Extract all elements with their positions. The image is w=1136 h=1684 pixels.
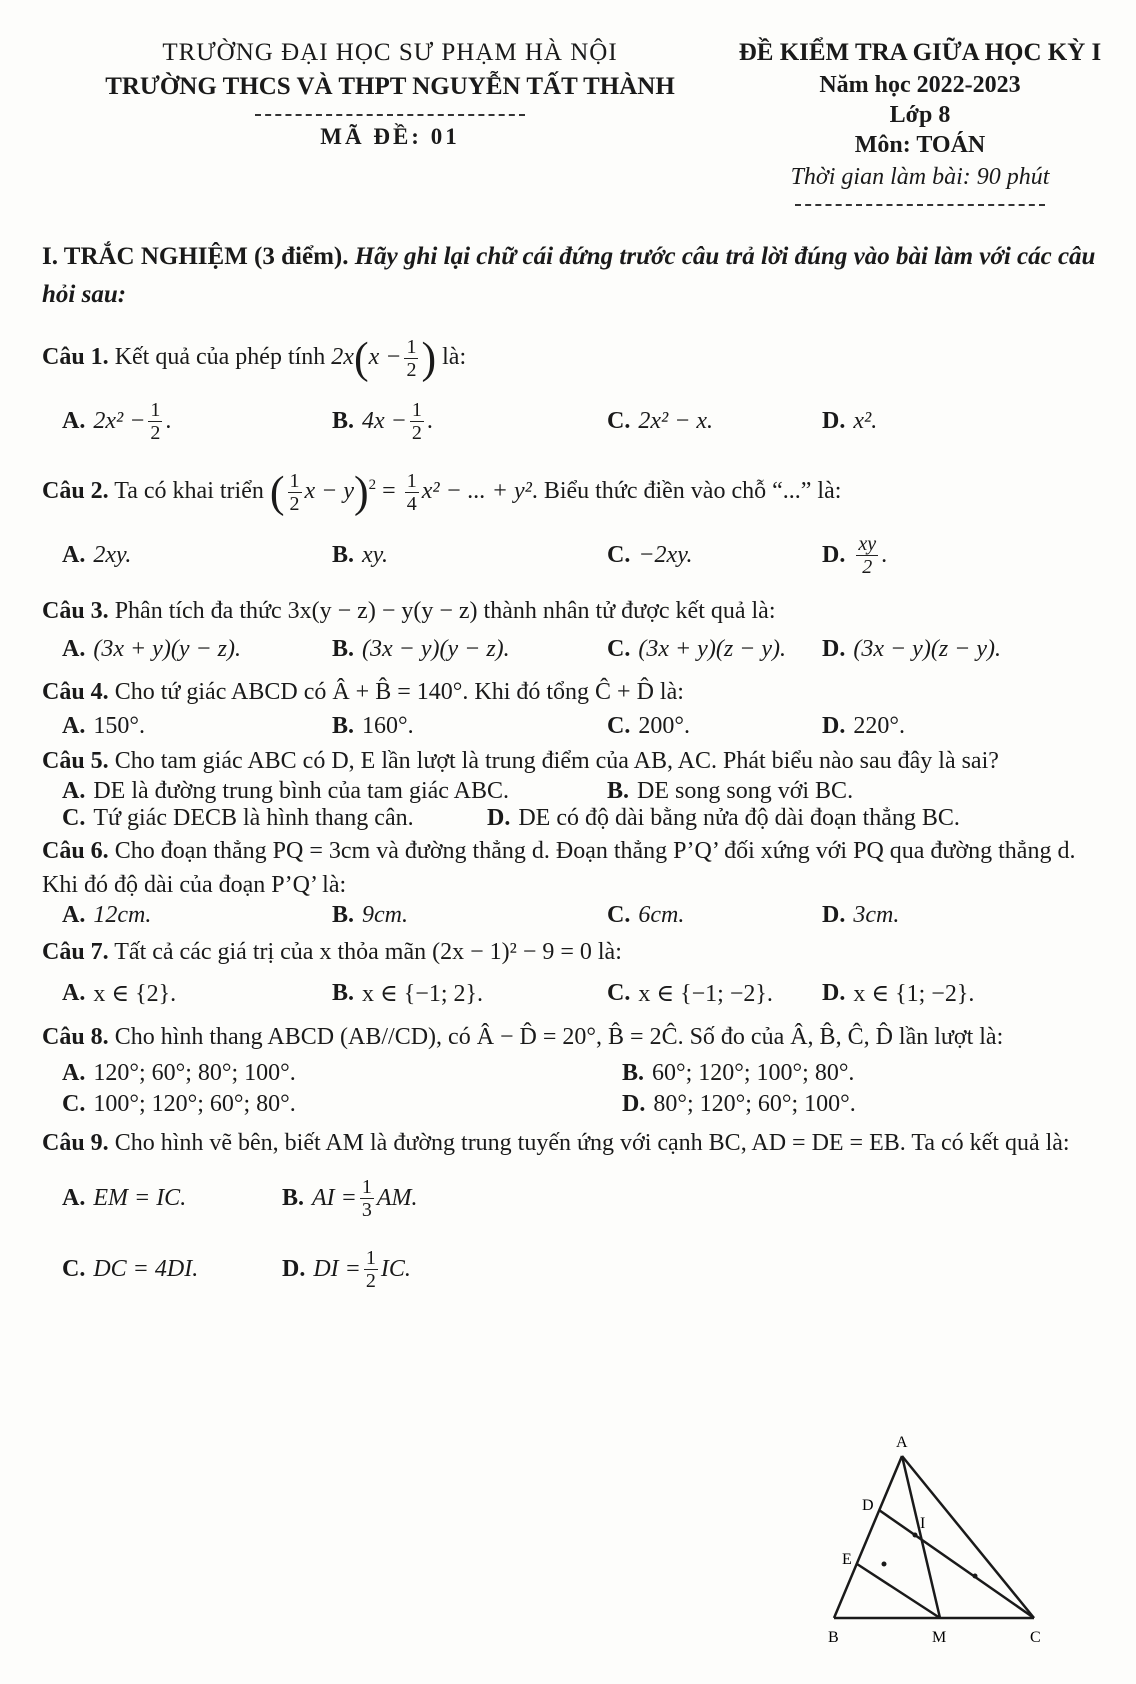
option-letter: D. [822, 635, 846, 662]
paren-open: ( [353, 333, 369, 383]
option-text: EM = IC. [93, 1184, 187, 1211]
numerator: 1 [361, 1175, 372, 1198]
denominator: 2 [406, 359, 417, 381]
option-letter: A. [62, 1184, 86, 1211]
question-7 [42, 935, 1102, 969]
option-letter: B. [332, 712, 355, 739]
option-letter: C. [607, 712, 631, 739]
option-a[interactable] [62, 1185, 282, 1212]
options-q9-row1 [62, 1176, 1102, 1221]
label-b: B [828, 1629, 839, 1646]
header-right [720, 36, 1120, 214]
tick-mark [913, 1533, 918, 1538]
section-title: I. TRẮC NGHIỆM (3 điểm). [42, 243, 349, 270]
option-d[interactable] [822, 408, 877, 435]
options-q4 [62, 713, 1102, 740]
option-letter: A. [62, 635, 86, 662]
fraction [856, 533, 878, 578]
side-ab [834, 1456, 902, 1618]
question-2 [42, 468, 1102, 515]
question-text: Cho tứ giác ABCD có Â + B̂ = 140°. Khi đó tổng Ĉ + D̂ là: [114, 678, 684, 705]
option-d[interactable] [822, 636, 1001, 663]
exponent: 2 [368, 477, 377, 493]
question-label: Câu 7. [42, 938, 109, 965]
denominator: 2 [150, 422, 161, 444]
option-a[interactable] [62, 713, 332, 740]
question-text: Kết quả của phép tính [114, 344, 326, 371]
option-letter: A. [62, 777, 86, 804]
option-text: 4x − [362, 408, 407, 434]
option-letter: A. [62, 979, 86, 1006]
options-q6 [62, 902, 1102, 929]
option-a[interactable]: A. 2x² − $\frac{1}{2}$ . [62, 399, 172, 444]
option-text: 150°. [93, 712, 145, 739]
fraction [405, 470, 419, 515]
option-text: DE là đường trung bình của tam giác ABC. [93, 777, 509, 804]
option-letter: B. [332, 635, 355, 662]
triangle-figure [820, 1434, 1080, 1658]
option-text: x ∈ {1; −2}. [853, 980, 975, 1007]
option-c[interactable] [607, 713, 822, 740]
option-b[interactable] [332, 902, 607, 929]
option-letter: B. [332, 408, 355, 434]
option-text: 2x² − x. [638, 408, 714, 434]
option-text: 12cm. [93, 901, 152, 928]
option-text: DI = [313, 1255, 361, 1282]
option-text: 200°. [638, 712, 690, 739]
denominator: 2 [289, 492, 300, 515]
option-d[interactable] [622, 1091, 856, 1118]
option-b[interactable] [332, 979, 607, 1008]
header-divider [255, 114, 525, 116]
option-letter: A. [62, 408, 86, 434]
fraction [364, 1247, 378, 1292]
university-name: TRƯỜNG ĐẠI HỌC SƯ PHẠM HÀ NỘI [162, 39, 618, 66]
option-letter: C. [62, 804, 86, 831]
option-c[interactable] [607, 542, 822, 569]
option-c[interactable] [62, 1256, 282, 1283]
option-text: AI = [312, 1184, 357, 1211]
option-d[interactable]: D. $\frac{xy}{2}$ . [822, 532, 888, 578]
question-label: Câu 1. [42, 344, 109, 371]
option-c[interactable] [607, 636, 822, 663]
segment-em [857, 1564, 940, 1618]
option-c[interactable] [607, 902, 822, 929]
option-d[interactable] [822, 713, 905, 740]
label-d: D [862, 1497, 874, 1514]
option-text: 160°. [362, 712, 414, 739]
option-b[interactable] [332, 542, 607, 569]
school-year: Năm học 2022-2023 [819, 72, 1021, 98]
option-text: 2xy. [93, 541, 132, 568]
denominator: 4 [406, 492, 417, 515]
option-b[interactable] [282, 1176, 418, 1221]
math-expr: x² − ... + y² [421, 478, 532, 504]
option-a[interactable] [62, 542, 332, 569]
math-expr: 2x [331, 344, 354, 371]
question-8 [42, 1020, 1102, 1054]
fraction [360, 1176, 374, 1221]
option-text: 6cm. [638, 901, 685, 928]
denominator: 2 [411, 422, 422, 444]
option-letter: C. [607, 541, 631, 568]
option-letter: B. [332, 979, 355, 1006]
option-text: DE có độ dài bằng nửa độ dài đoạn thẳng BC. [518, 804, 960, 831]
option-text: 220°. [853, 712, 905, 739]
option-letter: B. [282, 1184, 305, 1211]
question-text: Cho hình vẽ bên, biết AM là đường trung tuyến ứng với cạnh BC, AD = DE = EB. Ta có kết quả là: [114, 1129, 1070, 1156]
option-letter: C. [607, 635, 631, 662]
math-expr: = [382, 478, 402, 504]
numerator: 1 [411, 399, 422, 421]
label-i: I [920, 1515, 926, 1532]
option-text: 3cm. [853, 901, 900, 928]
option-letter: D. [822, 979, 846, 1006]
option-a[interactable] [62, 778, 607, 805]
paren-open: ( [269, 467, 285, 517]
option-letter: D. [487, 804, 511, 831]
option-b[interactable] [332, 636, 607, 663]
question-4 [42, 675, 1102, 709]
option-b[interactable]: B. 4x − $\frac{1}{2}$ . [332, 399, 433, 444]
question-5 [42, 744, 1102, 778]
paren-close: ) [354, 467, 369, 517]
fraction [148, 399, 162, 444]
denominator: 3 [361, 1198, 372, 1221]
label-c: C [1030, 1629, 1041, 1646]
option-letter: B. [622, 1059, 645, 1086]
option-letter: C. [607, 979, 631, 1006]
question-tail: là: [442, 344, 467, 371]
option-letter: D. [822, 541, 846, 568]
tick-mark [882, 1562, 887, 1567]
option-text: x². [853, 408, 878, 434]
question-label: Câu 6. [42, 837, 109, 864]
options-q9-row2 [62, 1247, 1102, 1292]
option-text: 2x² − [93, 408, 146, 434]
math-expr: IC. [380, 1255, 411, 1282]
question-3 [42, 594, 1102, 628]
option-letter: D. [822, 901, 846, 928]
option-letter: B. [332, 541, 355, 568]
option-text: 120°; 60°; 80°; 100°. [93, 1059, 296, 1086]
option-letter: B. [607, 777, 630, 804]
options-q1 [62, 399, 1102, 444]
option-letter: D. [822, 408, 846, 434]
question-9 [42, 1126, 1102, 1160]
option-a[interactable] [62, 902, 332, 929]
segment-dc [879, 1510, 1034, 1618]
paren-close: ) [421, 333, 437, 383]
option-letter: A. [62, 541, 86, 568]
option-text: 9cm. [362, 901, 408, 928]
label-m: M [932, 1629, 947, 1646]
question-text: Ta có khai triển [114, 478, 264, 504]
option-text: x ∈ {2}. [93, 980, 177, 1007]
option-b[interactable] [332, 713, 607, 740]
option-text: DE song song với BC. [637, 777, 854, 804]
math-expr: x − y [304, 478, 355, 504]
option-text: 80°; 120°; 60°; 100°. [653, 1090, 856, 1117]
option-d[interactable] [822, 979, 974, 1008]
option-b[interactable] [607, 778, 853, 805]
option-b[interactable] [622, 1060, 854, 1087]
options-q5-row1 [62, 778, 1102, 805]
exam-content [42, 238, 1102, 1298]
question-label: Câu 9. [42, 1129, 109, 1156]
option-c[interactable] [62, 1091, 622, 1118]
option-text: DC = 4DI. [93, 1255, 199, 1282]
option-a[interactable] [62, 636, 332, 663]
option-text: Tứ giác DECB là hình thang cân. [93, 804, 414, 831]
math-expr: AM. [376, 1184, 418, 1211]
fraction [404, 336, 418, 381]
option-letter: D. [282, 1255, 306, 1282]
option-text: 60°; 120°; 100°; 80°. [652, 1059, 855, 1086]
numerator: 1 [365, 1246, 376, 1269]
option-letter: C. [607, 901, 631, 928]
numerator: 1 [150, 399, 161, 421]
question-text: Phân tích đa thức 3x(y − z) − y(y − z) thành nhân tử được kết quả là: [114, 597, 776, 624]
question-label: Câu 8. [42, 1023, 109, 1050]
option-a[interactable] [62, 1060, 622, 1087]
option-a[interactable] [62, 979, 332, 1008]
option-text: (3x − y)(z − y). [853, 635, 1001, 662]
options-q8-row1 [62, 1060, 1102, 1087]
option-letter: B. [332, 901, 355, 928]
label-e: E [842, 1551, 852, 1568]
tick-mark [973, 1574, 978, 1579]
option-letter: D. [822, 712, 846, 739]
numerator: xy [858, 532, 877, 555]
section-instruction: Hãy ghi lại chữ cái đứng trước câu trả lời đúng vào bài làm với các câu hỏi sau: [42, 243, 1096, 308]
section-heading [42, 238, 1102, 314]
option-letter: A. [62, 1059, 86, 1086]
option-letter: A. [62, 712, 86, 739]
option-text: (3x + y)(z − y). [638, 635, 786, 662]
option-c[interactable] [607, 979, 822, 1008]
school-name: TRƯỜNG THCS VÀ THPT NGUYỄN TẤT THÀNH [105, 73, 675, 100]
option-c[interactable] [607, 408, 822, 435]
question-tail: . Biểu thức điền vào chỗ “...” là: [531, 478, 842, 504]
numerator: 1 [406, 336, 417, 358]
label-a: A [896, 1434, 908, 1451]
options-q8-row2 [62, 1091, 1102, 1118]
duration: Thời gian làm bài: 90 phút [790, 164, 1050, 190]
option-d[interactable] [487, 805, 960, 832]
question-text: Cho tam giác ABC có D, E lần lượt là trung điểm của AB, AC. Phát biểu nào sau đây là sai? [114, 747, 999, 774]
question-label: Câu 2. [42, 478, 109, 504]
question-label: Câu 5. [42, 747, 109, 774]
denominator: 2 [862, 555, 873, 578]
header-left [60, 36, 720, 150]
options-q5-row2 [62, 805, 1102, 832]
option-text: (3x + y)(y − z). [93, 635, 241, 662]
numerator: 1 [406, 469, 417, 492]
option-text: −2xy. [638, 541, 693, 568]
option-letter: C. [62, 1090, 86, 1117]
denominator: 2 [365, 1269, 376, 1292]
option-d[interactable] [282, 1247, 411, 1292]
option-text: xy. [362, 541, 388, 568]
question-text: Cho đoạn thẳng PQ = 3cm và đường thẳng d. Đoạn thẳng P’Q’ đối xứng với PQ qua đường thẳng d. Khi đó độ dài của đoạn P’Q’ là: [42, 837, 1076, 898]
question-text: Cho hình thang ABCD (AB//CD), có Â − D̂ = 20°, B̂ = 2Ĉ. Số đo của Â, B̂, Ĉ, D̂ lần lượt là: [114, 1023, 1004, 1050]
numerator: 1 [289, 469, 300, 492]
question-1 [42, 333, 1102, 383]
subject: Môn: TOÁN [854, 132, 986, 158]
option-text: (3x − y)(y − z). [362, 635, 510, 662]
header-divider-right [795, 204, 1045, 206]
math-expr: x − [368, 344, 402, 371]
question-text: Tất cả các giá trị của x thỏa mãn (2x − 1)² − 9 = 0 là: [114, 938, 622, 965]
option-text: 100°; 120°; 60°; 80°. [93, 1090, 296, 1117]
options-q3 [62, 636, 1102, 663]
fraction [288, 470, 302, 515]
exam-code: MÃ ĐỀ: 01 [320, 124, 460, 149]
option-d[interactable] [822, 902, 899, 929]
option-text: x ∈ {−1; −2}. [638, 980, 773, 1007]
options-q2 [62, 533, 1102, 578]
exam-title: ĐỀ KIỂM TRA GIỮA HỌC KỲ I [738, 39, 1102, 66]
option-letter: A. [62, 901, 86, 928]
option-letter: C. [607, 408, 631, 434]
fraction [410, 399, 424, 444]
question-label: Câu 4. [42, 678, 109, 705]
question-label: Câu 3. [42, 597, 109, 624]
question-6 [42, 834, 1102, 902]
options-q7 [62, 979, 1102, 1008]
option-c[interactable] [62, 805, 487, 832]
option-letter: C. [62, 1255, 86, 1282]
option-letter: D. [622, 1090, 646, 1117]
grade: Lớp 8 [889, 102, 951, 128]
option-text: x ∈ {−1; 2}. [362, 980, 484, 1007]
